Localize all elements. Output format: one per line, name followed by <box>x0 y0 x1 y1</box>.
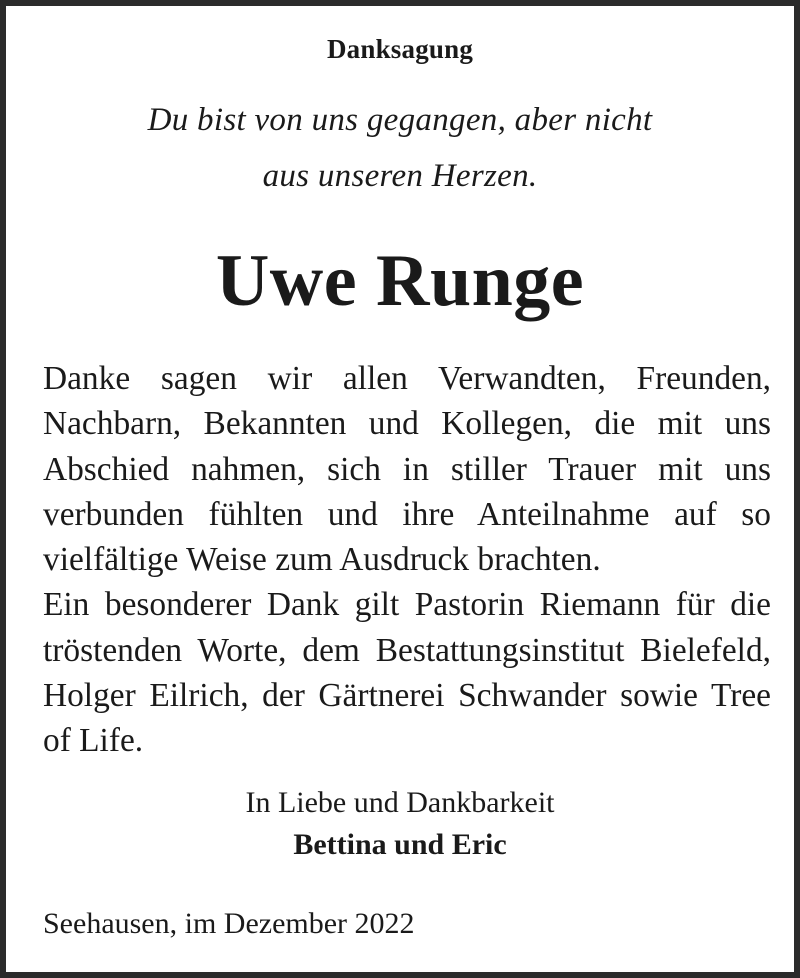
signers: Bettina und Eric <box>293 828 507 861</box>
thanks-paragraph-1: Danke sagen wir allen Verwandten, Freunden, Nachbarn, Bekannten und Kollegen, die mit uns Abschied nahmen, sich in stiller Trauer mit uns verbunden fühlten und ihre Anteilnahme auf so vielfältige Weise zum Ausdruck brachten. <box>43 360 771 579</box>
motto-line-2: aus unseren Herzen. <box>262 158 538 194</box>
deceased-name: Uwe Runge <box>215 240 585 322</box>
motto-line-1: Du bist von uns gegangen, aber nicht <box>147 102 653 138</box>
place-date: Seehausen, im Dezember 2022 <box>43 907 415 940</box>
memorial-motto <box>6 92 794 204</box>
thanks-paragraph-2: Ein besonderer Dank gilt Pastorin Riemann für die tröstenden Worte, dem Bestattungsinstitut Bielefeld, Holger Eilrich, der Gärtnerei Schwander sowie Tree of Life. <box>43 586 771 760</box>
notice-heading: Danksagung <box>326 34 474 64</box>
thanks-body <box>43 356 771 764</box>
closing-block <box>6 782 794 866</box>
closing-phrase: In Liebe und Dankbarkeit <box>245 786 555 819</box>
